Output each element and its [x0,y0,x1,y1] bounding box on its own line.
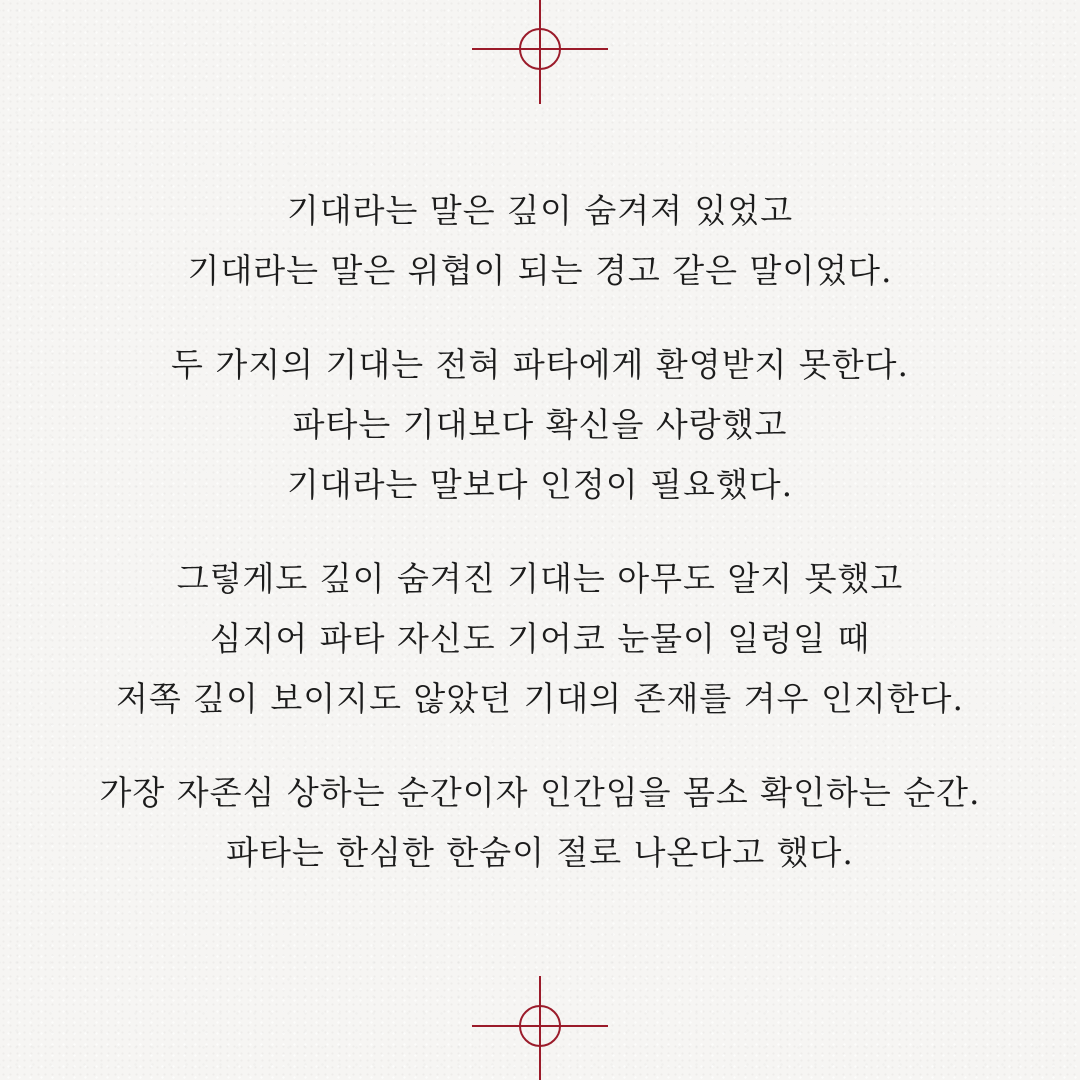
poem-line: 그렇게도 깊이 숨겨진 기대는 아무도 알지 못했고 [176,559,904,598]
poem-text [0,181,1080,883]
poem-line: 기대라는 말은 깊이 숨겨져 있었고 [286,191,794,230]
stanza-2 [0,335,1080,515]
poem-line: 기대라는 말보다 인정이 필요했다. [286,465,794,504]
crosshair-circle-icon [470,0,610,104]
stanza-4 [0,763,1080,883]
bottom-crosshair-ornament [470,976,610,1080]
poem-line: 파타는 한심한 한숨이 절로 나온다고 했다. [226,833,854,872]
poem-line: 기대라는 말은 위협이 되는 경고 같은 말이었다. [187,251,893,290]
stanza-3 [0,549,1080,729]
stanza-1 [0,181,1080,301]
poem-line: 파타는 기대보다 확신을 사랑했고 [292,405,788,444]
poem-line: 심지어 파타 자신도 기어코 눈물이 일렁일 때 [209,619,871,658]
poem-line: 저쪽 깊이 보이지도 않았던 기대의 존재를 겨우 인지한다. [115,679,965,718]
poem-line: 두 가지의 기대는 전혀 파타에게 환영받지 못한다. [171,345,909,384]
crosshair-circle-icon [470,976,610,1080]
top-crosshair-ornament [470,0,610,104]
poem-line: 가장 자존심 상하는 순간이자 인간임을 몸소 확인하는 순간. [99,773,981,812]
